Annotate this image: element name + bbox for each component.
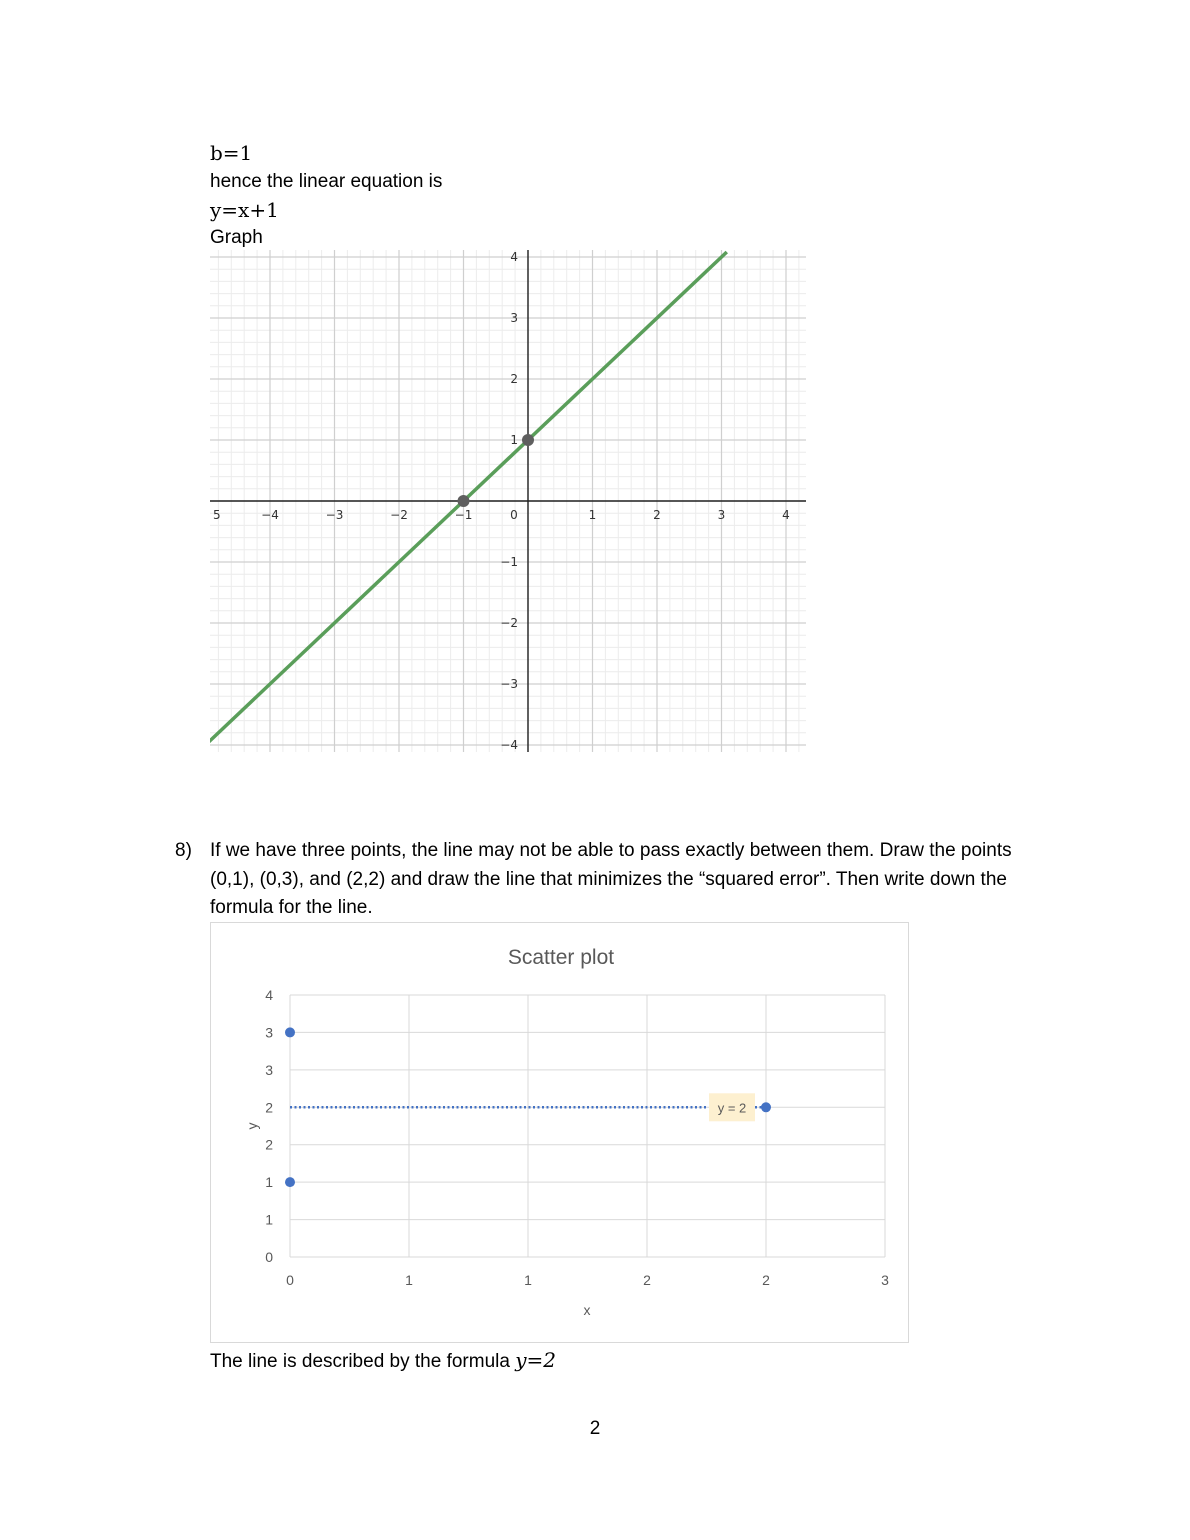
y-tick-label: −3 xyxy=(500,677,518,691)
y-tick-label: −4 xyxy=(500,738,518,752)
x-tick-label: 1 xyxy=(405,1272,413,1288)
x-tick-label: 3 xyxy=(881,1272,889,1288)
x-tick-label: 1 xyxy=(588,508,597,522)
answer-prefix: The line is described by the formula xyxy=(210,1351,516,1372)
scatter-point xyxy=(285,1177,295,1187)
x-tick-label: −1 xyxy=(454,508,473,522)
x-tick-label: 2 xyxy=(653,508,661,522)
question-text: If we have three points, the line may not be able to pass exactly between them. Draw the points (0,1), (0,3), and (2,2) and draw the line that minimizes the “squared error”. Then write down the formula for the line. xyxy=(210,840,1012,918)
x-tick-label: −3 xyxy=(325,508,344,522)
scatter-point xyxy=(761,1102,771,1112)
equation-b: b=1 xyxy=(210,141,253,165)
answer-formula: y=2 xyxy=(515,1348,556,1372)
y-tick-label: 3 xyxy=(510,311,518,325)
y-axis-title: y xyxy=(244,1122,260,1130)
x-tick-label: 1 xyxy=(524,1272,532,1288)
graph-label: Graph xyxy=(210,227,263,248)
x-axis-title: x xyxy=(583,1302,591,1318)
graph-point xyxy=(522,434,534,446)
page-number: 2 xyxy=(589,1418,601,1439)
y-tick-label: −2 xyxy=(500,616,518,630)
x-tick-label: 3 xyxy=(717,508,726,522)
scatter-point xyxy=(285,1027,295,1037)
scatter-chart-frame xyxy=(210,922,909,1343)
y-tick-label: 3 xyxy=(265,1061,273,1078)
graph-point xyxy=(458,495,470,507)
x-tick-label: −4 xyxy=(261,508,279,522)
y-tick-label: 1 xyxy=(265,1211,273,1228)
answer-line xyxy=(210,1346,556,1376)
scatter-chart xyxy=(211,923,910,1344)
y-tick-label: 2 xyxy=(510,372,518,386)
x-tick-label: −2 xyxy=(390,508,408,522)
x-tick-label: 0 xyxy=(286,1272,294,1288)
y-tick-label: 3 xyxy=(265,1024,273,1041)
x-tick-label: 5 xyxy=(213,508,221,522)
x-tick-label: 2 xyxy=(762,1272,770,1288)
y-tick-label: 0 xyxy=(265,1249,273,1265)
y-tick-label: −1 xyxy=(500,555,518,569)
x-tick-label: 0 xyxy=(510,508,518,522)
y-tick-label: 1 xyxy=(510,433,518,447)
hence-text: hence the linear equation is xyxy=(210,171,443,192)
y-tick-label: 4 xyxy=(510,250,518,264)
y-tick-label: 2 xyxy=(265,1099,273,1116)
y-tick-label: 2 xyxy=(265,1136,273,1153)
x-tick-label: 4 xyxy=(782,508,790,522)
fit-line-label: y = 2 xyxy=(717,1100,747,1116)
y-tick-label: 1 xyxy=(265,1174,273,1191)
question-number: 8) xyxy=(175,840,192,861)
x-tick-label: 2 xyxy=(643,1272,651,1288)
chart-title: Scatter plot xyxy=(507,946,615,969)
equation-line: y=x+1 xyxy=(210,198,279,222)
y-tick-label: 4 xyxy=(265,987,273,1003)
linear-graph xyxy=(210,250,806,752)
